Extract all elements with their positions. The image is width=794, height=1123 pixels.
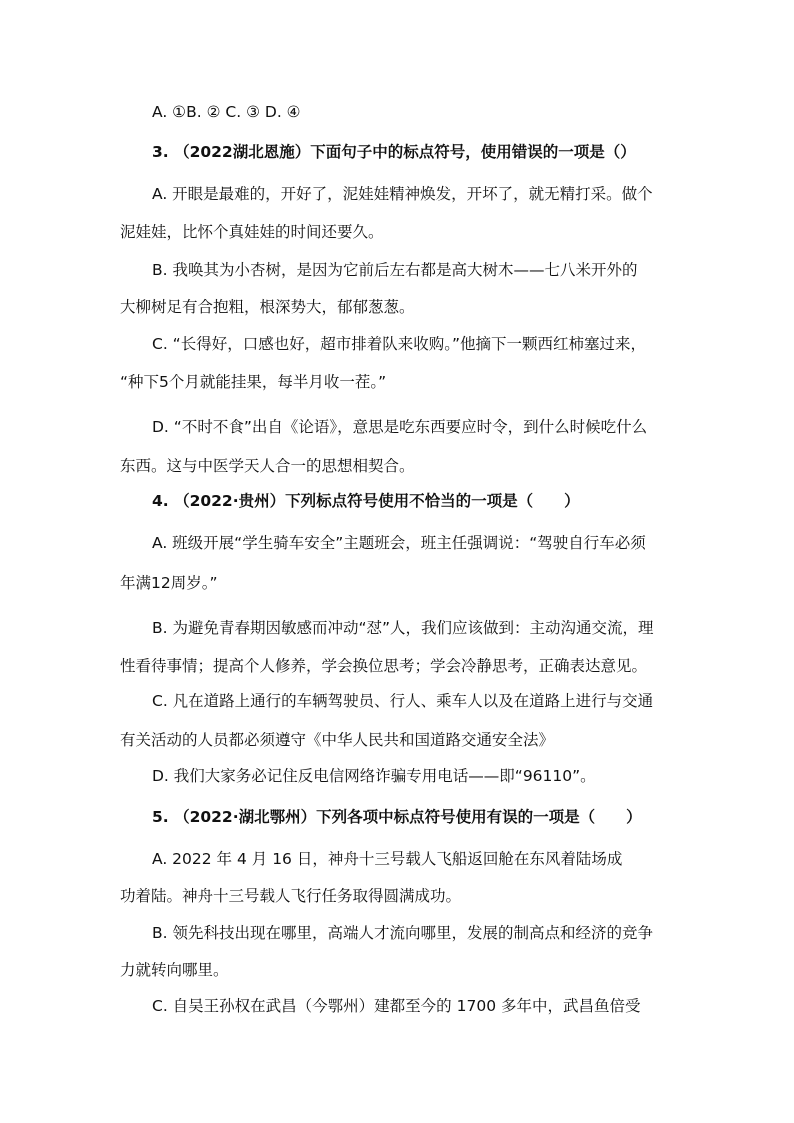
q4-option-a: A. 班级开展“学生骑车安全”主题班会，班主任强调说：“驾驶自行车必须 (152, 534, 646, 552)
q4-option-a-cont: 年满12周岁。” (120, 574, 218, 592)
q5-option-c: C. 自吴王孙权在武昌（今鄂州）建都至今的 1700 多年中，武昌鱼倍受 (152, 997, 641, 1015)
q3-option-c-cont: “种下5个月就能挂果，每半月收一茬。” (120, 373, 387, 391)
q3-option-a-cont: 泥娃娃，比怀个真娃娃的时间还要久。 (120, 223, 384, 241)
q4-option-d: D. 我们大家务必记住反电信网络诈骗专用电话——即“96110”。 (152, 767, 596, 785)
q5-option-a: A. 2022 年 4 月 16 日，神舟十三号载人飞船返回舱在东风着陆场成 (152, 850, 623, 868)
q4-stem: 4. （2022·贵州）下列标点符号使用不恰当的一项是（ ） (152, 492, 580, 510)
q3-option-d: D. “不时不食”出自《论语》，意思是吃东西要应时令，到什么时候吃什么 (152, 418, 648, 436)
q3-option-a: A. 开眼是最难的，开好了，泥娃娃精神焕发，开坏了，就无精打采。做个 (152, 185, 653, 203)
q3-stem: 3. （2022湖北恩施）下面句子中的标点符号，使用错误的一项是（） (152, 143, 636, 161)
q3-option-d-cont: 东西。这与中医学天人合一的思想相契合。 (120, 457, 415, 475)
q4-option-c: C. 凡在道路上通行的车辆驾驶员、行人、乘车人以及在道路上进行与交通 (152, 692, 654, 710)
q3-option-b-cont: 大柳树足有合抱粗，根深势大，郁郁葱葱。 (120, 298, 415, 316)
q4-option-c-cont: 有关活动的人员都必须遵守《中华人民共和国道路交通安全法》 (120, 731, 555, 749)
q5-option-a-cont: 功着陆。神舟十三号载人飞行任务取得圆满成功。 (120, 887, 462, 905)
q5-option-b: B. 领先科技出现在哪里，高端人才流向哪里，发展的制高点和经济的竞争 (152, 924, 653, 942)
q5-option-b-cont: 力就转向哪里。 (120, 961, 229, 979)
q4-option-b-cont: 性看待事情；提高个人修养，学会换位思考；学会冷静思考，正确表达意见。 (120, 657, 648, 675)
q5-stem: 5. （2022·湖北鄂州）下列各项中标点符号使用有误的一项是（ ） (152, 808, 642, 826)
q4-option-b: B. 为避免青春期因敏感而冲动“怼”人，我们应该做到：主动沟通交流，理 (152, 619, 654, 637)
q3-option-b: B. 我唤其为小杏树，是因为它前后左右都是高大树木——七八米开外的 (152, 261, 638, 279)
q3-option-c: C. “长得好，口感也好，超市排着队来收购。”他摘下一颗西红柿塞过来， (152, 335, 646, 353)
q2-options: A. ①B. ② C. ③ D. ④ (152, 103, 301, 121)
